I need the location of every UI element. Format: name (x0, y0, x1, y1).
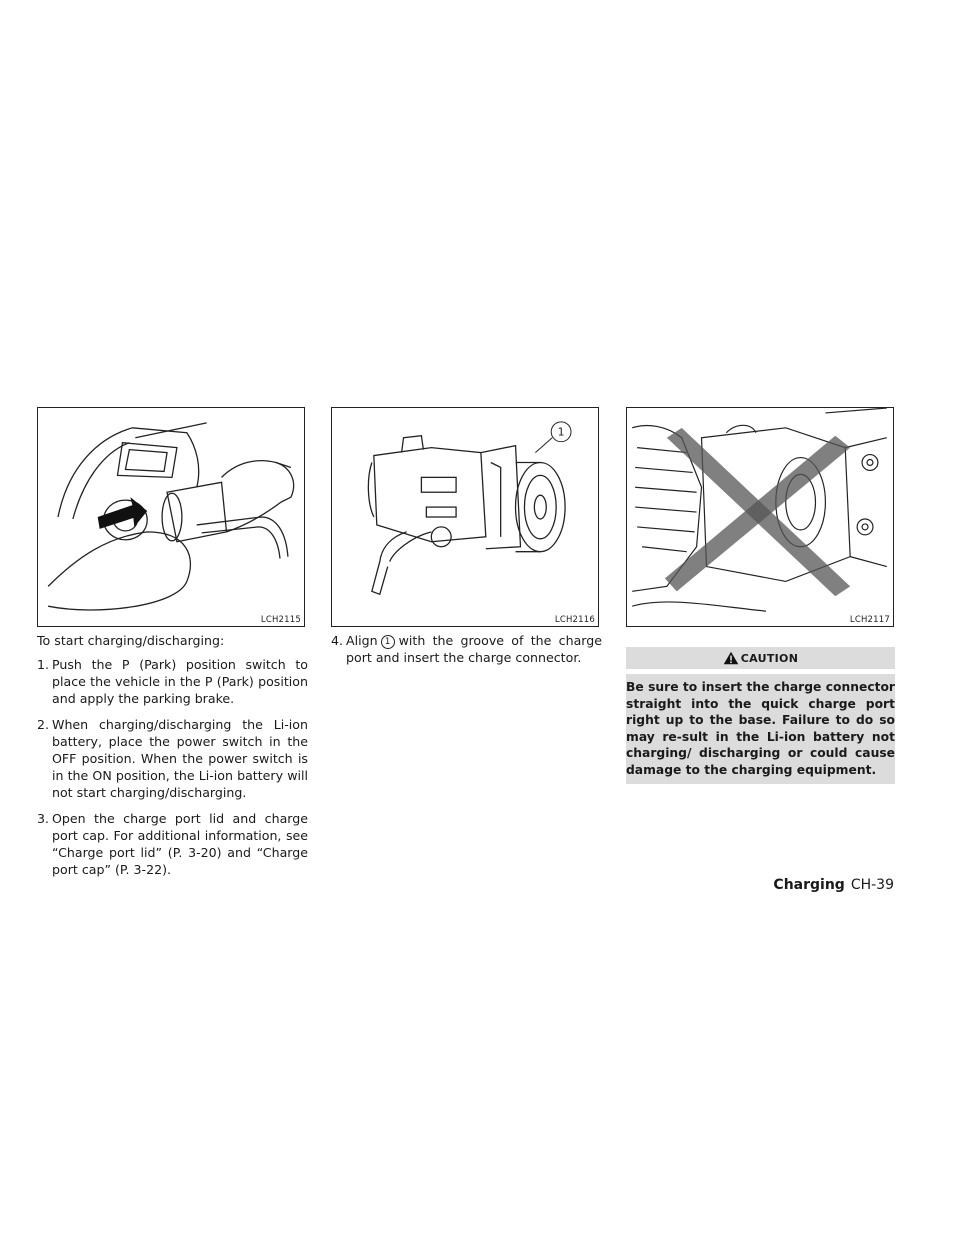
callout-label: 1 (557, 425, 565, 439)
figure-code: LCH2115 (260, 615, 301, 625)
step-number: 1. (37, 657, 50, 672)
step-3 (37, 810, 308, 878)
warning-icon (723, 651, 739, 665)
figure-code: LCH2116 (554, 615, 595, 625)
step-1 (37, 656, 308, 707)
step-number: 4. (331, 633, 344, 648)
step-2 (37, 716, 308, 801)
connector-insertion-illustration (38, 408, 304, 626)
text-column-1 (37, 632, 308, 887)
page-footer (773, 877, 894, 893)
caution-title: CAUTION (740, 651, 799, 665)
step-text-after: with the groove of the charge port and insert the charge connector. (346, 633, 602, 665)
caution-text: Be sure to insert the charge connector straight into the quick charge port right up to the base. Failure to do so may re-sult in the Li-ion battery not charging/ discharging or could cause damage to the charging equipment. (626, 674, 895, 784)
page-number: CH-39 (850, 877, 894, 893)
text-column-2 (331, 632, 602, 675)
section-name: Charging (773, 877, 845, 893)
step-number: 3. (37, 811, 50, 826)
step-number: 2. (37, 717, 50, 732)
step-text-before: Align (346, 633, 378, 648)
step-text: When charging/discharging the Li-ion battery, place the power switch in the OFF position. When the power switch is in the ON position, the Li-ion battery will not start charging/discharging. (52, 717, 308, 800)
figure-code: LCH2117 (849, 615, 890, 625)
step-4 (331, 632, 602, 666)
step-text: Push the P (Park) position switch to place the vehicle in the P (Park) position and apply the parking brake. (52, 657, 308, 706)
callout-marker: 1 (381, 635, 395, 649)
intro-text: To start charging/discharging: (37, 633, 225, 648)
caution-heading (626, 647, 895, 669)
charge-connector-illustration (332, 408, 598, 626)
step-text: Open the charge port lid and charge port cap. For additional information, see “Charge port lid” (P. 3-20) and “Charge port cap” (P. 3-22). (52, 811, 308, 877)
incorrect-insertion-illustration (627, 408, 893, 626)
caution-box (626, 647, 895, 784)
figure-connector-insertion (37, 407, 305, 627)
figure-charge-connector (331, 407, 599, 627)
figure-incorrect-insertion (626, 407, 894, 627)
